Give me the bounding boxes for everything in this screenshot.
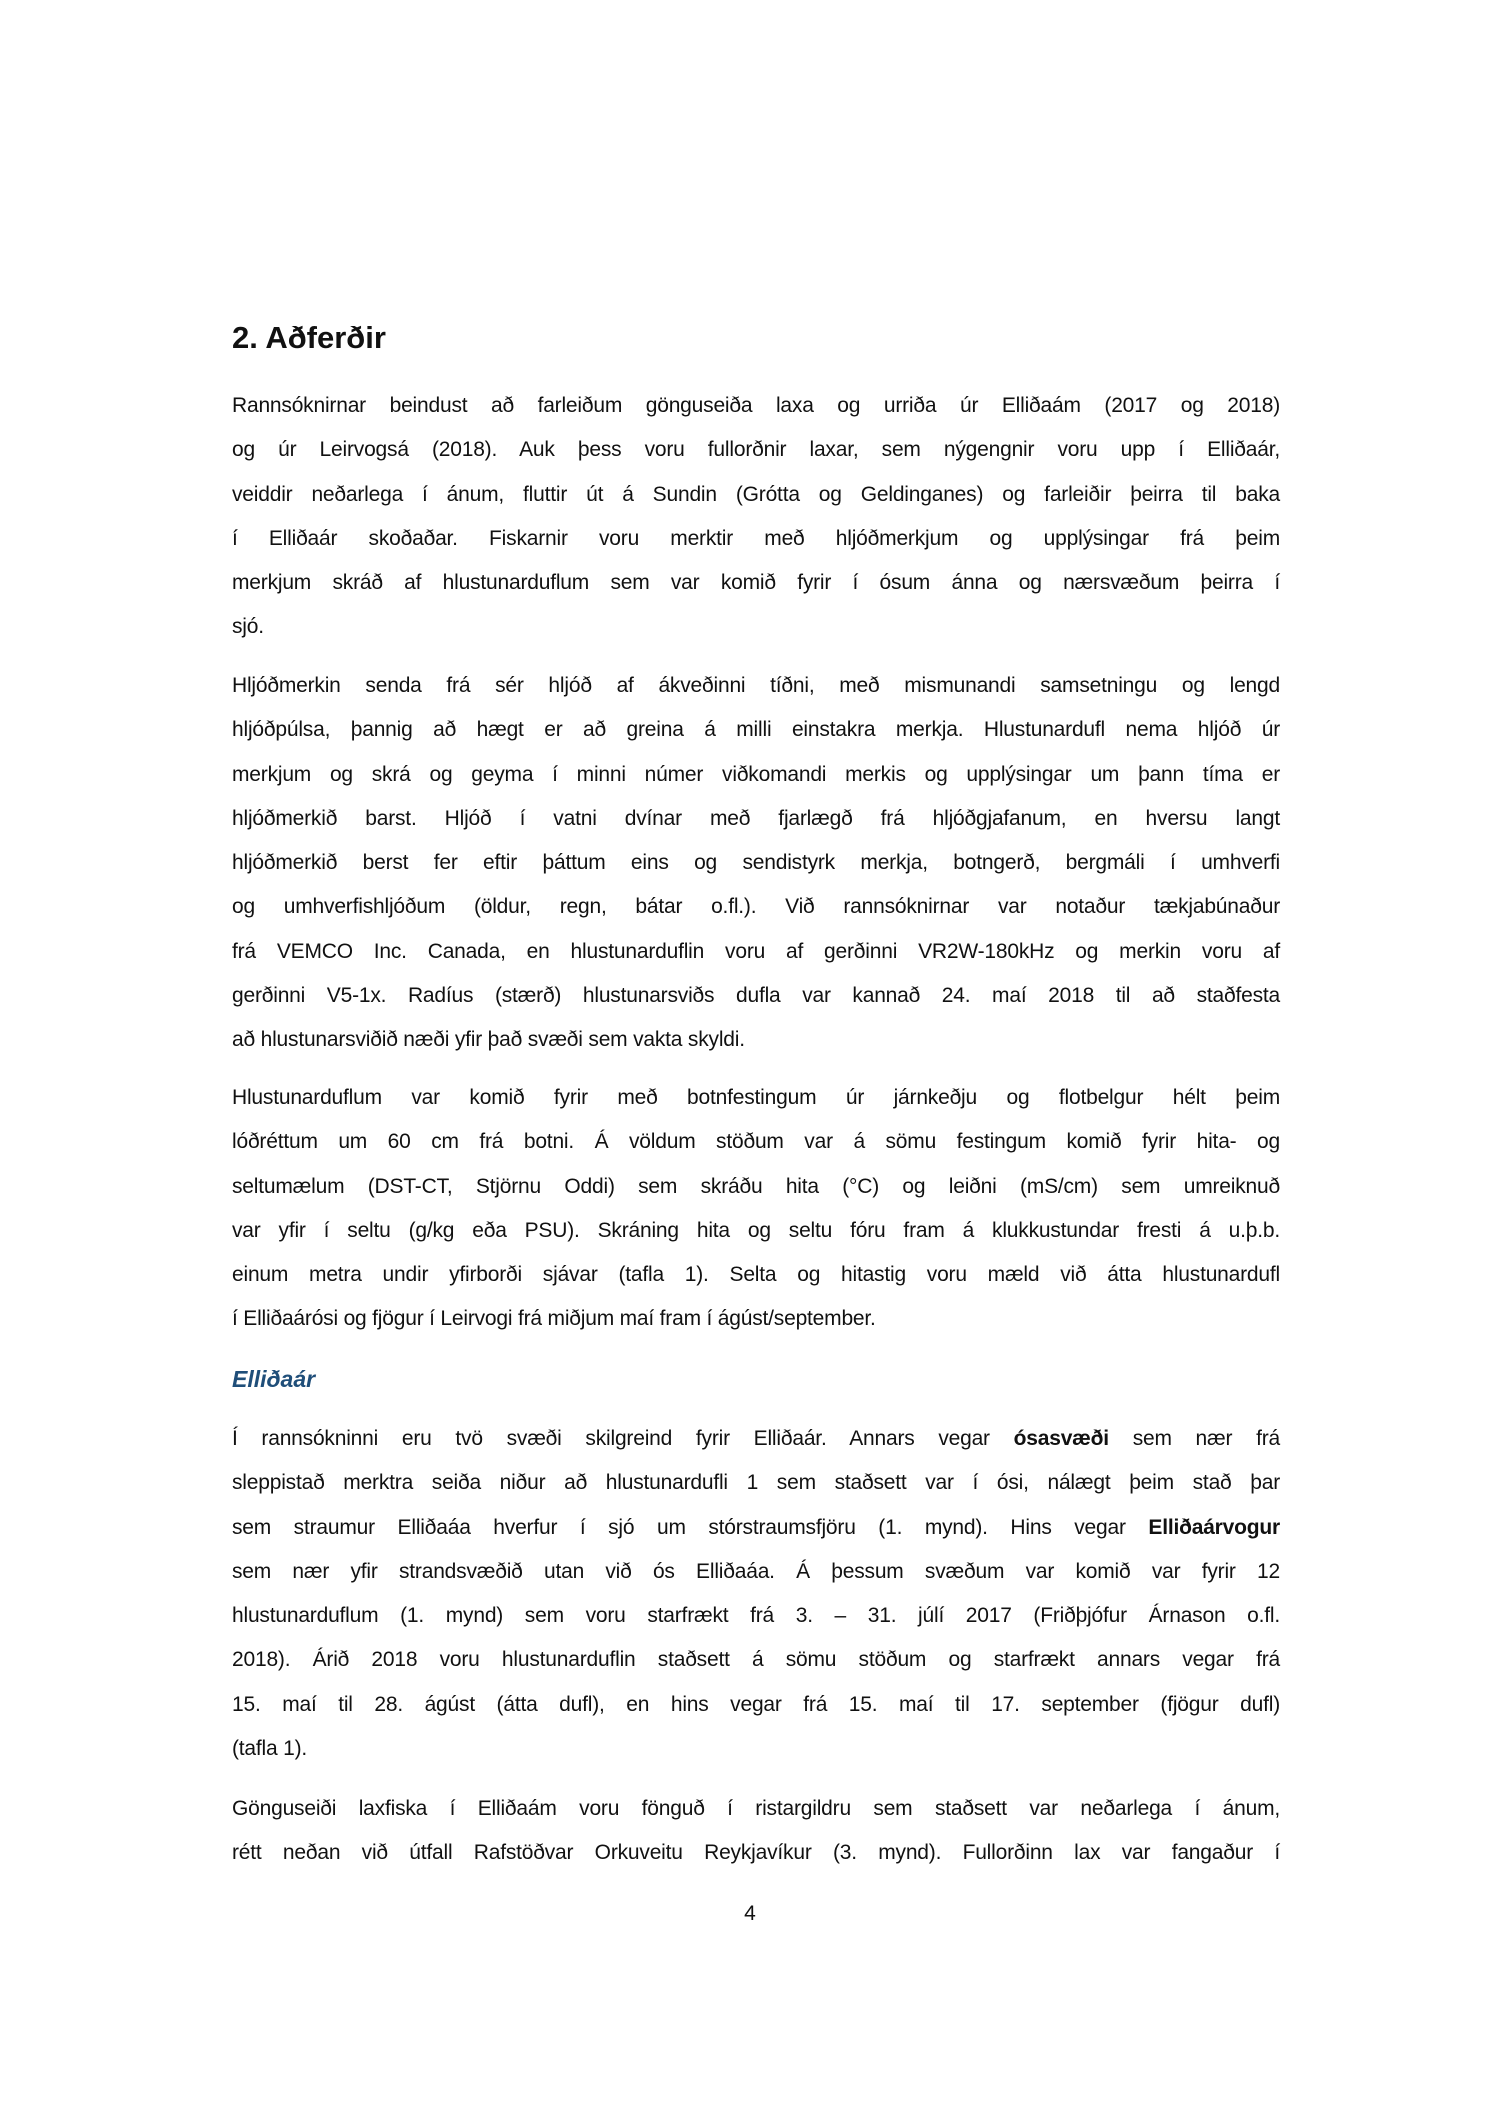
text-line: var yfir í seltu (g/kg eða PSU). Skráning hita og seltu fóru fram á klukkustundar fresti á u.þ.b. <box>232 1218 1280 1242</box>
bold-term: ósasvæði <box>1013 1427 1109 1450</box>
text-line: rétt neðan við útfall Rafstöðvar Orkuveitu Reykjavíkur (3. mynd). Fullorðinn lax var fangaður í <box>232 1841 1280 1865</box>
paragraph-3 <box>232 1076 1280 1342</box>
section-heading: 2. Aðferðir <box>232 320 386 355</box>
text-line: Rannsóknirnar beindust að farleiðum gönguseiða laxa og urriða úr Elliðaám (2017 og 2018) <box>232 394 1280 417</box>
text-line: veiddir neðarlega í ánum, fluttir út á Sundin (Grótta og Geldinganes) og farleiðir þeirra til baka <box>232 482 1280 506</box>
text-line: lóðréttum um 60 cm frá botni. Á völdum stöðum var á sömu festingum komið fyrir hita- og <box>232 1130 1280 1154</box>
text-line: merkjum og skrá og geyma í minni númer viðkomandi merkis og upplýsingar um þann tíma er <box>232 762 1280 786</box>
paragraph-4 <box>232 1417 1280 1771</box>
text-line: Hljóðmerkin senda frá sér hljóð af ákveðinni tíðni, með mismunandi samsetningu og lengd <box>232 674 1280 697</box>
text-line <box>232 1506 1280 1550</box>
text-line: í Elliðaárósi og fjögur í Leirvogi frá miðjum maí fram í ágúst/september. <box>232 1307 876 1331</box>
text-line <box>232 1417 1280 1461</box>
text-line: hlustunarduflum (1. mynd) sem voru starfrækt frá 3. – 31. júlí 2017 (Friðþjófur Árnason o.fl. <box>232 1604 1280 1628</box>
text-line: sjó. <box>232 615 264 639</box>
text-line: í Elliðaár skoðaðar. Fiskarnir voru merktir með hljóðmerkjum og upplýsingar frá þeim <box>232 526 1280 550</box>
text-line: sem nær yfir strandsvæðið utan við ós Elliðaáa. Á þessum svæðum var komið var fyrir 12 <box>232 1559 1280 1583</box>
text-line: (tafla 1). <box>232 1737 308 1761</box>
text-line: hljóðmerkið barst. Hljóð í vatni dvínar með fjarlægð frá hljóðgjafanum, en hversu langt <box>232 806 1280 830</box>
text-line: gerðinni V5-1x. Radíus (stærð) hlustunarsviðs dufla var kannað 24. maí 2018 til að staðfesta <box>232 984 1280 1008</box>
paragraph-2 <box>232 664 1280 1063</box>
text-line: merkjum skráð af hlustunarduflum sem var komið fyrir í ósum ánna og nærsvæðum þeirra í <box>232 571 1280 595</box>
text-line: hljóðpúlsa, þannig að hægt er að greina á milli einstakra merkja. Hlustunardufl nema hljóð úr <box>232 718 1280 742</box>
text-line: Hlustunarduflum var komið fyrir með botnfestingum úr járnkeðju og flotbelgur hélt þeim <box>232 1086 1280 1109</box>
paragraph-1 <box>232 384 1280 650</box>
text-line: einum metra undir yfirborði sjávar (tafla 1). Selta og hitastig voru mæld við átta hlustunardufl <box>232 1263 1280 1287</box>
text-line: 15. maí til 28. ágúst (átta dufl), en hins vegar frá 15. maí til 17. september (fjögur dufl) <box>232 1692 1280 1716</box>
text-line: Gönguseiði laxfiska í Elliðaám voru fönguð í ristargildru sem staðsett var neðarlega í ánum, <box>232 1797 1280 1820</box>
page-number: 4 <box>744 1902 756 1925</box>
text-line: hljóðmerkið berst fer eftir þáttum eins og sendistyrk merkja, botngerð, bergmáli í umhverfi <box>232 851 1280 875</box>
text-line: 2018). Árið 2018 voru hlustunarduflin staðsett á sömu stöðum og starfrækt annars vegar frá <box>232 1648 1280 1672</box>
text-line: og úr Leirvogsá (2018). Auk þess voru fullorðnir laxar, sem nýgengnir voru upp í Elliðaár, <box>232 438 1280 462</box>
text-span: sem nær frá <box>1108 1427 1280 1450</box>
text-line: og umhverfishljóðum (öldur, regn, bátar o.fl.). Við rannsóknirnar var notaður tækjabúnaður <box>232 895 1280 919</box>
subsection-heading: Elliðaár <box>232 1366 316 1392</box>
text-line: seltumælum (DST-CT, Stjörnu Oddi) sem skráðu hita (°C) og leiðni (mS/cm) sem umreiknuð <box>232 1174 1280 1198</box>
text-span: sem straumur Elliðaáa hverfur í sjó um stórstraumsfjöru (1. mynd). Hins vegar <box>232 1515 1149 1539</box>
text-line: frá VEMCO Inc. Canada, en hlustunarduflin voru af gerðinni VR2W-180kHz og merkin voru af <box>232 939 1280 963</box>
text-line: sleppistað merktra seiða niður að hlustunardufli 1 sem staðsett var í ósi, nálægt þeim stað þar <box>232 1471 1280 1495</box>
bold-term: Elliðaárvogur <box>1148 1515 1280 1539</box>
text-span: Í rannsókninni eru tvö svæði skilgreind fyrir Elliðaár. Annars vegar <box>232 1427 1014 1450</box>
text-line: að hlustunarsviðið næði yfir það svæði sem vakta skyldi. <box>232 1028 745 1052</box>
paragraph-5 <box>232 1787 1280 1876</box>
